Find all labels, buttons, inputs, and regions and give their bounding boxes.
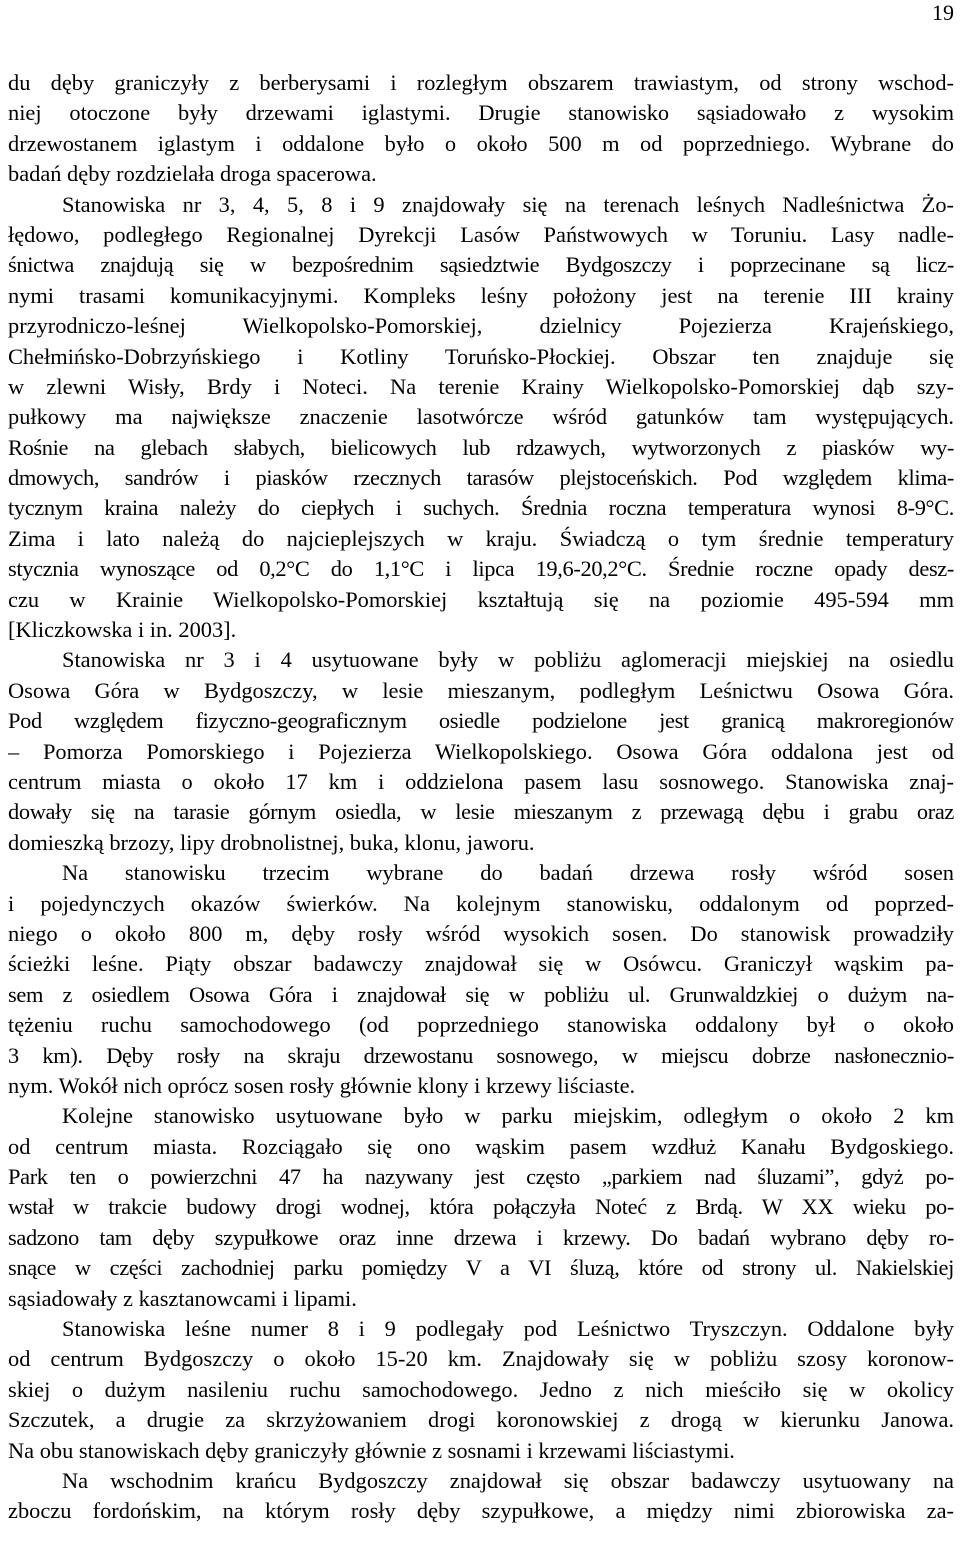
text-line: Szczutek, a drugie za skrzyżowaniem drogi koronowskiej z drogą w kierunku Janowa. — [8, 1407, 954, 1433]
text-line: tycznym kraina należy do ciepłych i suchych. Średnia roczna temperatura wynosi 8-9°C. — [8, 495, 954, 521]
page-number: 19 — [932, 0, 954, 25]
text-line: w zlewni Wisły, Brdy i Noteci. Na terenie Krainy Wielkopolsko-Pomorskiej dąb szy- — [8, 373, 954, 399]
text-line: centrum miasta o około 17 km i oddzielona pasem lasu sosnowego. Stanowiska znaj- — [8, 768, 954, 794]
text-line: dmowych, sandrów i piasków rzecznych tarasów plejstoceńskich. Pod względem klima- — [8, 465, 954, 491]
text-line: Stanowiska nr 3 i 4 usytuowane były w pobliżu aglomeracji miejskiej na osiedlu — [62, 647, 954, 673]
text-line: Na obu stanowiskach dęby graniczyły głównie z sosnami i krzewami liściastymi. — [8, 1437, 735, 1463]
text-line: od centrum miasta. Rozciągało się ono wąskim pasem wzdłuż Kanału Bydgoskiego. — [8, 1133, 954, 1159]
text-line: [Kliczkowska i in. 2003]. — [8, 617, 237, 643]
text-line: Rośnie na glebach słabych, bielicowych lub rdzawych, wytworzonych z piasków wy- — [8, 434, 954, 460]
text-line: badań dęby rozdzielała droga spacerowa. — [8, 161, 377, 187]
text-line: wstał w trakcie budowy drogi wodnej, która połączyła Noteć z Brdą. W XX wieku po- — [8, 1194, 954, 1220]
text-line: sadzono tam dęby szypułkowe oraz inne drzewa i krzewy. Do badań wybrano dęby ro- — [8, 1224, 954, 1250]
text-line: łędowo, podległego Regionalnej Dyrekcji Lasów Państwowych w Toruniu. Lasy nadle- — [8, 221, 954, 247]
text-line: domieszką brzozy, lipy drobnolistnej, buka, klonu, jaworu. — [8, 829, 535, 855]
text-line: śnictwa znajdują się w bezpośrednim sąsiedztwie Bydgoszczy i poprzecinane są licz- — [8, 252, 954, 278]
text-line: ścieżki leśne. Piąty obszar badawczy znajdował się w Osówcu. Graniczył wąskim pa- — [8, 951, 954, 977]
text-line: snące w części zachodniej parku pomiędzy V a VI śluzą, które od strony ul. Nakielskiej — [8, 1255, 954, 1281]
text-line: skiej o dużym nasileniu ruchu samochodowego. Jedno z nich mieściło się w okolicy — [8, 1376, 954, 1402]
text-line: Pod względem fizyczno-geograficznym osiedle podzielone jest granicą makroregionów — [8, 708, 954, 734]
text-line: niej otoczone były drzewami iglastymi. Drugie stanowisko sąsiadowało z wysokim — [8, 100, 954, 126]
text-line: du dęby graniczyły z berberysami i rozległym obszarem trawiastym, od strony wschod- — [8, 70, 954, 95]
body-text — [8, 68, 954, 1527]
text-line: nymi trasami komunikacyjnymi. Kompleks leśny położony jest na terenie III krainy — [8, 282, 954, 308]
text-line: sąsiadowały z kasztanowcami i lipami. — [8, 1285, 357, 1311]
text-line: Na wschodnim krańcu Bydgoszczy znajdował się obszar badawczy usytuowany na — [62, 1467, 954, 1493]
text-line: dowały się na tarasie górnym osiedla, w lesie mieszanym z przewagą dębu i grabu oraz — [8, 799, 954, 825]
text-line: i pojedynczych okazów świerków. Na kolejnym stanowisku, oddalonym od poprzed- — [8, 890, 954, 916]
text-line: czu w Krainie Wielkopolsko-Pomorskiej kształtują się na poziomie 495-594 mm — [8, 586, 954, 612]
text-line: Zima i lato należą do najcieplejszych w kraju. Świadczą o tym średnie temperatury — [8, 525, 954, 551]
text-line: drzewostanem iglastym i oddalone było o około 500 m od poprzedniego. Wybrane do — [8, 130, 954, 156]
text-line: Osowa Góra w Bydgoszczy, w lesie mieszanym, podległym Leśnictwu Osowa Góra. — [8, 677, 954, 703]
text-line: sem z osiedlem Osowa Góra i znajdował się w pobliżu ul. Grunwaldzkiej o dużym na- — [8, 981, 954, 1007]
text-line: 3 km). Dęby rosły na skraju drzewostanu sosnowego, w miejscu dobrze nasłonecznio- — [8, 1042, 954, 1068]
text-line: Park ten o powierzchni 47 ha nazywany jest często „parkiem nad śluzami”, gdyż po- — [8, 1164, 954, 1190]
text-line: pułkowy ma największe znaczenie lasotwórcze wśród gatunków tam występujących. — [8, 404, 954, 430]
text-line: nym. Wokół nich oprócz sosen rosły głównie klony i krzewy liściaste. — [8, 1072, 636, 1098]
text-line: Stanowiska leśne numer 8 i 9 podlegały pod Leśnictwo Tryszczyn. Oddalone były — [62, 1316, 954, 1342]
text-line: Stanowiska nr 3, 4, 5, 8 i 9 znajdowały się na terenach leśnych Nadleśnictwa Żo- — [62, 191, 954, 217]
text-line: stycznia wynoszące od 0,2°C do 1,1°C i lipca 19,6-20,2°C. Średnie roczne opady desz- — [8, 556, 954, 582]
text-line: tężeniu ruchu samochodowego (od poprzedniego stanowiska oddalony był o około — [8, 1012, 954, 1038]
text-line: Chełmińsko-Dobrzyńskiego i Kotliny Toruńsko-Płockiej. Obszar ten znajduje się — [8, 343, 954, 369]
text-line: niego o około 800 m, dęby rosły wśród wysokich sosen. Do stanowisk prowadziły — [8, 920, 954, 946]
text-line: Na stanowisku trzecim wybrane do badań drzewa rosły wśród sosen — [62, 860, 954, 886]
text-line: od centrum Bydgoszczy o około 15-20 km. Znajdowały się w pobliżu szosy koronow- — [8, 1346, 954, 1372]
text-line: Kolejne stanowisko usytuowane było w parku miejskim, odległym o około 2 km — [62, 1103, 954, 1129]
text-line: – Pomorza Pomorskiego i Pojezierza Wielkopolskiego. Osowa Góra oddalona jest od — [8, 738, 954, 764]
text-line: zboczu fordońskim, na którym rosły dęby szypułkowe, a między nimi zbiorowiska za- — [8, 1498, 954, 1524]
text-line: przyrodniczo-leśnej Wielkopolsko-Pomorskiej, dzielnicy Pojezierza Krajeńskiego, — [8, 313, 954, 339]
